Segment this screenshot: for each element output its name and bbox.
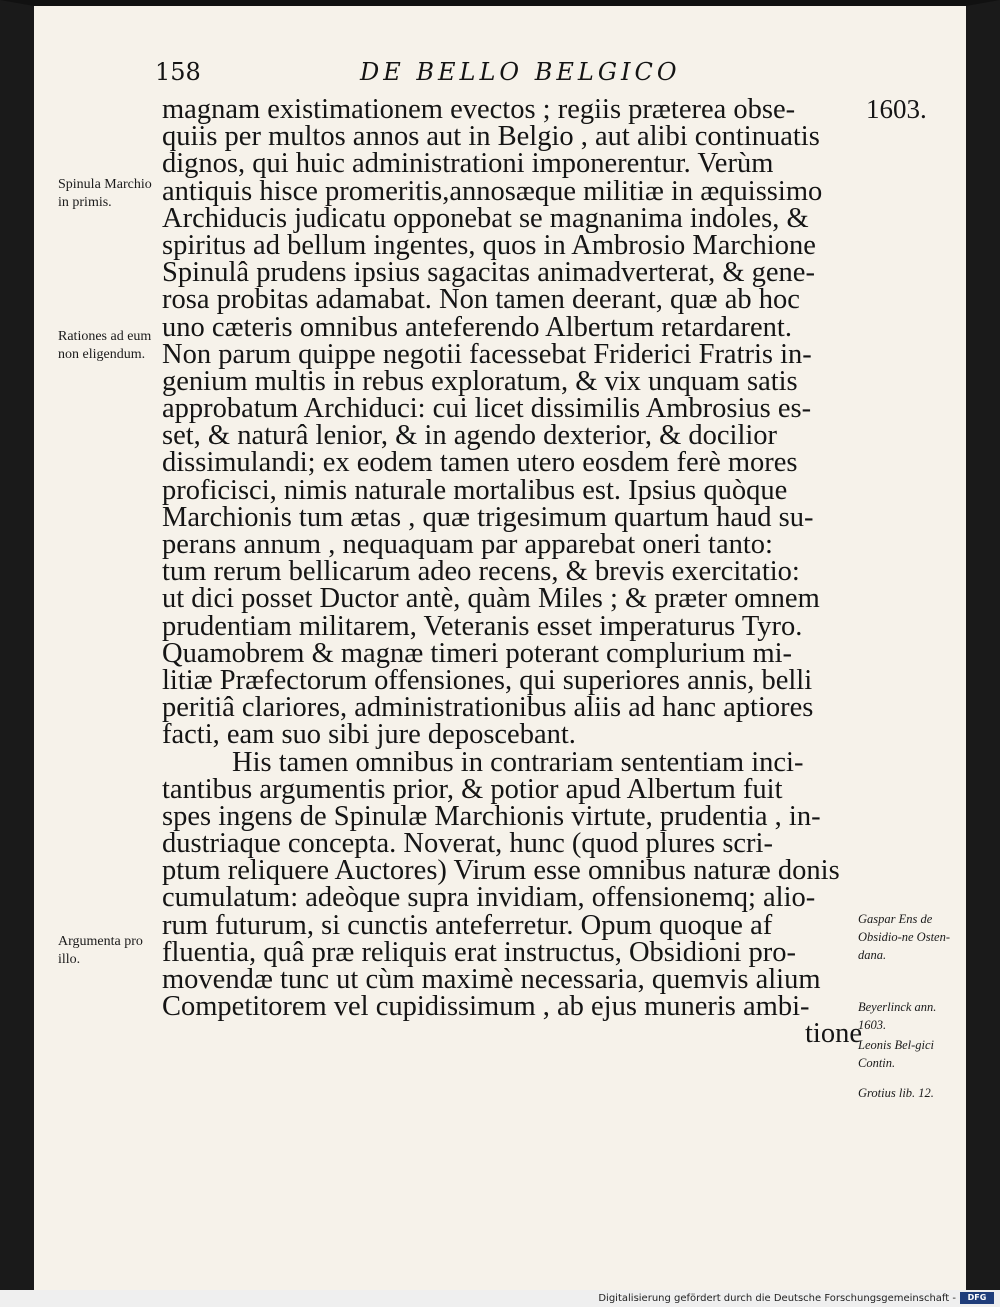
- text-line: litiæ Præfectorum offensiones, qui superiores annis, belli: [162, 664, 813, 696]
- text-line: uno cæteris omnibus anteferendo Albertum retardarent.: [162, 311, 792, 343]
- text-line: genium multis in rebus exploratum, & vix unquam satis: [162, 365, 798, 397]
- page-number: 158: [155, 58, 201, 86]
- text-line: movendæ tunc ut cùm maximè necessaria, quemvis alium: [162, 964, 821, 995]
- reference-note-grotius: Grotius lib. 12.: [858, 1086, 934, 1100]
- text-line: cumulatum: adeòque supra invidiam, offensionemq; alio-: [162, 882, 816, 914]
- text-line: approbatum Archiduci: cui licet dissimilis Ambrosius es-: [162, 393, 812, 425]
- text-line: tum rerum bellicarum adeo recens, & brevis exercitatio:: [162, 556, 800, 588]
- text-line: Archiducis judicatu opponebat se magnanima indoles, &: [162, 202, 809, 234]
- text-line: Quamobrem & magnæ timeri poterant complurium mi-: [162, 637, 793, 669]
- reference-note-leonis: Leonis Bel-gici Contin.: [858, 1038, 935, 1070]
- margin-note-spinula: Spinula Marchio in primis.: [58, 177, 152, 210]
- text-line: tantibus argumentis prior, & potior apud Albertum fuit: [162, 773, 783, 805]
- text-line: Non parum quippe negotii facessebat Friderici Fratris in-: [162, 338, 812, 370]
- text-line: ut dici posset Ductor antè, quàm Miles ; & præter omnem: [162, 583, 820, 615]
- margin-note-rationes: Rationes ad eum non eligendum.: [58, 329, 152, 362]
- text-line: ptum reliquere Auctores) Virum esse omnibus naturæ donis: [162, 855, 840, 887]
- text-line: rosa probitas adamabat. Non tamen deerant, quæ ab hoc: [162, 284, 800, 316]
- text-line: Competitorem vel cupidissimum , ab ejus muneris ambi-: [162, 991, 810, 1023]
- text-line: spes ingens de Spinulæ Marchionis virtute, prudentia , in-: [162, 800, 821, 832]
- text-line: peritiâ clariores, administrationibus aliis ad hanc aptiores: [162, 692, 814, 724]
- reference-note-ens: Gaspar Ens de Obsidio-ne Osten-dana.: [858, 912, 950, 962]
- text-line: magnam existimationem evectos ; regiis præterea obse-: [162, 94, 796, 125]
- digitization-footer: [0, 1290, 1000, 1307]
- body-text: [162, 96, 862, 1048]
- text-line: antiquis hisce promeritis,annosæque militiæ in æquissimo: [162, 175, 823, 207]
- text-line: tione: [805, 1018, 862, 1050]
- text-line: prudentiam militarem, Veteranis esset imperaturus Tyro.: [162, 610, 803, 642]
- text-line: dissimulandi; ex eodem tamen utero eosdem ferè mores: [162, 447, 798, 479]
- text-line: perans annum , nequaquam par apparebat oneri tanto:: [162, 529, 773, 560]
- text-line: set, & naturâ lenior, & in agendo dexterior, & docilior: [162, 420, 778, 452]
- margin-year: 1603.: [866, 94, 927, 124]
- text-line: proficisci, nimis naturale mortalibus est. Ipsius quòque: [162, 474, 788, 506]
- text-line: fluentia, quâ præ reliquis erat instructus, Obsidioni pro-: [162, 936, 796, 968]
- text-line: His tamen omnibus in contrariam sententiam inci-: [232, 746, 804, 778]
- text-line: dustriaque concepta. Noverat, hunc (quod plures scri-: [162, 828, 773, 860]
- footer-credit: Digitalisierung gefördert durch die Deutsche Forschungsgemeinschaft -: [598, 1293, 956, 1304]
- reference-note-beyerlinck: Beyerlinck ann. 1603.: [858, 1000, 937, 1032]
- running-title: DE BELLO BELGICO: [360, 58, 681, 86]
- dfg-logo-icon: DFG: [960, 1292, 994, 1304]
- text-line: quiis per multos annos aut in Belgio , aut alibi continuatis: [162, 121, 820, 153]
- margin-note-argumenta: Argumenta pro illo.: [58, 934, 143, 967]
- text-line: rum futurum, si cunctis anteferretur. Opum quoque af: [162, 909, 773, 941]
- text-line: facti, eam suo sibi jure deposcebant.: [162, 719, 576, 751]
- text-line: dignos, qui huic administrationi imponerentur. Verùm: [162, 148, 774, 180]
- page-header: [155, 58, 935, 94]
- text-line: spiritus ad bellum ingentes, quos in Ambrosio Marchione: [162, 229, 816, 261]
- text-line: Marchionis tum ætas , quæ trigesimum quartum haud su-: [162, 501, 814, 533]
- text-line: Spinulâ prudens ipsius sagacitas animadverterat, & gene-: [162, 257, 815, 289]
